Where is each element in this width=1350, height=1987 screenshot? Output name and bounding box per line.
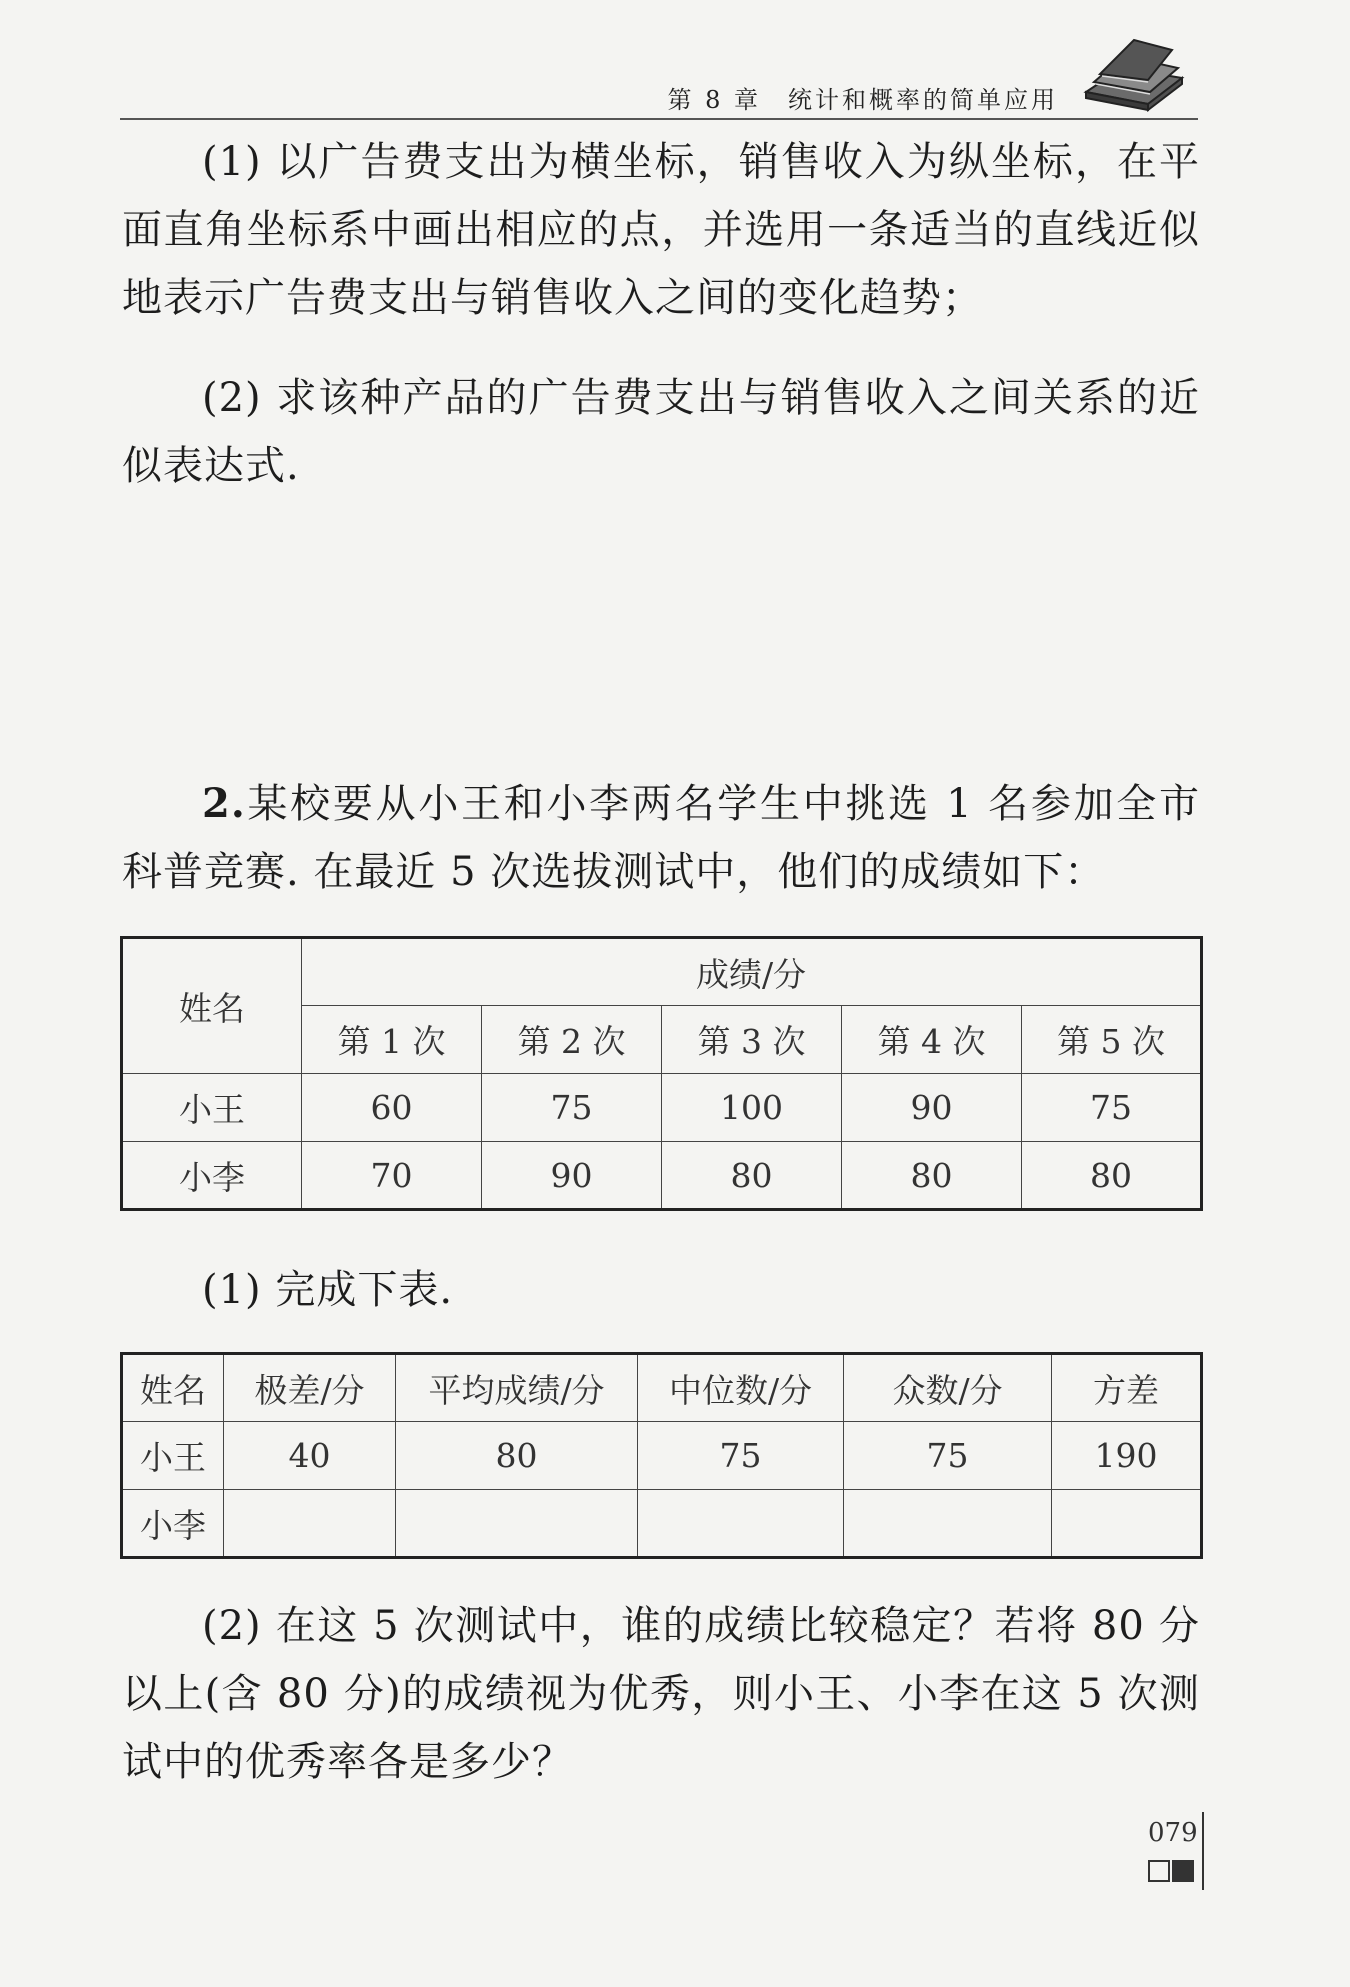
- q2-stem-paragraph: [122, 770, 1200, 906]
- column-header: 中位数/分: [638, 1354, 844, 1422]
- q1-part1: (1) 以广告费支出为横坐标，销售收入为纵坐标，在平面直角坐标系中画出相应的点，并选用一条适当的直线近似地表示广告费支出与销售收入之间的变化趋势；: [122, 139, 1200, 321]
- student-name: 小李: [122, 1490, 224, 1558]
- column-header: 众数/分: [844, 1354, 1052, 1422]
- table-row: [122, 1490, 1202, 1558]
- column-header: 第 1 次: [302, 1006, 482, 1074]
- blank-answer-cell[interactable]: [844, 1490, 1052, 1558]
- book-stack-icon: [1078, 34, 1188, 114]
- blank-answer-cell[interactable]: [396, 1490, 638, 1558]
- stat-cell: 75: [844, 1422, 1052, 1490]
- blank-answer-cell[interactable]: [224, 1490, 396, 1558]
- student-name: 小王: [122, 1074, 302, 1142]
- table-row: [122, 1074, 1202, 1142]
- student-name: 小王: [122, 1422, 224, 1490]
- column-header: 第 2 次: [482, 1006, 662, 1074]
- score-cell: 80: [842, 1142, 1022, 1210]
- stat-cell: 80: [396, 1422, 638, 1490]
- score-table: [120, 936, 1203, 1211]
- score-cell: 60: [302, 1074, 482, 1142]
- stat-cell: 40: [224, 1422, 396, 1490]
- q2-part1: (1) 完成下表.: [202, 1267, 454, 1313]
- table-row: [122, 1142, 1202, 1210]
- blank-answer-cell[interactable]: [638, 1490, 844, 1558]
- score-cell: 75: [1022, 1074, 1202, 1142]
- blank-answer-cell[interactable]: [1052, 1490, 1202, 1558]
- page-number: 079: [1148, 1818, 1198, 1848]
- chapter-title: 第 8 章 统计和概率的简单应用: [667, 86, 1058, 114]
- score-cell: 100: [662, 1074, 842, 1142]
- q2-number: 2.: [202, 780, 246, 827]
- score-cell: 75: [482, 1074, 662, 1142]
- score-header: 成绩/分: [302, 938, 1202, 1006]
- q2-stem: 某校要从小王和小李两名学生中挑选 1 名参加全市科普竞赛. 在最近 5 次选拔测试中，他们的成绩如下：: [122, 781, 1200, 895]
- stat-cell: 190: [1052, 1422, 1202, 1490]
- running-head: [120, 72, 1198, 120]
- column-header: 平均成绩/分: [396, 1354, 638, 1422]
- column-header: 姓名: [122, 1354, 224, 1422]
- score-cell: 80: [662, 1142, 842, 1210]
- score-cell: 90: [482, 1142, 662, 1210]
- column-header: 方差: [1052, 1354, 1202, 1422]
- filled-square-icon: [1172, 1860, 1194, 1882]
- column-header: 极差/分: [224, 1354, 396, 1422]
- name-header: 姓名: [122, 938, 302, 1074]
- column-header: 第 4 次: [842, 1006, 1022, 1074]
- score-cell: 80: [1022, 1142, 1202, 1210]
- statistics-table: [120, 1352, 1203, 1559]
- stat-cell: 75: [638, 1422, 844, 1490]
- q1-part2: (2) 求该种产品的广告费支出与销售收入之间关系的近似表达式.: [122, 375, 1200, 489]
- column-header: 第 5 次: [1022, 1006, 1202, 1074]
- score-cell: 90: [842, 1074, 1022, 1142]
- empty-square-icon: [1148, 1860, 1170, 1882]
- column-header: 第 3 次: [662, 1006, 842, 1074]
- table-row: [122, 1422, 1202, 1490]
- student-name: 小李: [122, 1142, 302, 1210]
- footer-rule: [1202, 1812, 1204, 1890]
- score-cell: 70: [302, 1142, 482, 1210]
- q2-part2: (2) 在这 5 次测试中，谁的成绩比较稳定？若将 80 分以上(含 80 分)的成绩视为优秀，则小王、小李在这 5 次测试中的优秀率各是多少？: [122, 1603, 1200, 1785]
